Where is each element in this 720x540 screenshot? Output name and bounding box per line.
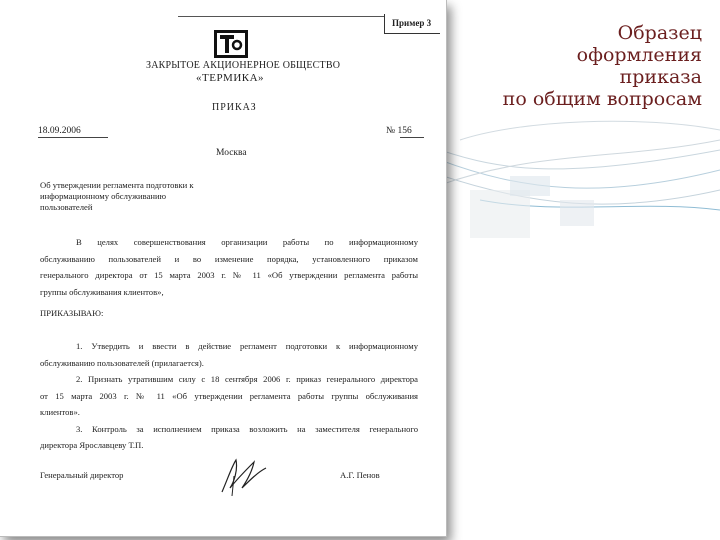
deco-rect	[510, 176, 550, 196]
slide-title	[503, 22, 702, 110]
company-name-line-2: «ТЕРМИКА»	[196, 72, 265, 84]
example-label: Пример 3	[392, 18, 432, 28]
item-1-line: обслуживанию пользователей (прилагается).	[40, 357, 204, 368]
signer-position: Генеральный директор	[40, 470, 124, 480]
company-logo	[214, 30, 248, 58]
deco-rect	[560, 200, 594, 226]
preamble-line: группы обслуживания клиентов»,	[40, 286, 164, 297]
deco-curve	[440, 150, 720, 169]
deco-curve	[440, 160, 720, 188]
slide-title-line: оформления	[576, 44, 702, 66]
document-number: № 156	[386, 126, 412, 136]
slide-title-line: Образец	[617, 22, 702, 44]
slide-title-line: приказа	[619, 66, 702, 88]
slide-title-line: по общим вопросам	[502, 88, 702, 110]
item-2-line: клиентов».	[40, 407, 80, 417]
preamble-paragraph	[40, 234, 418, 300]
item-1-line: 1. Утвердить и ввести в действие регламент подготовки к информационному	[76, 341, 418, 351]
signer-name: А.Г. Пенов	[340, 470, 380, 480]
subject-line: Об утверждении регламента подготовки к	[40, 180, 194, 190]
number-underline	[400, 137, 424, 138]
signature	[214, 452, 274, 498]
preamble-line: генерального директора от 15 марта 2003 г. № 11 «Об утверждении регламента работы	[40, 270, 418, 280]
company-name-line-1: ЗАКРЫТОЕ АКЦИОНЕРНОЕ ОБЩЕСТВО	[146, 60, 341, 71]
company-logo-icon	[217, 33, 245, 55]
document-type: ПРИКАЗ	[212, 102, 257, 113]
deco-curve	[460, 121, 720, 140]
subject-line: пользователей	[40, 202, 93, 212]
item-2-line: 2. Признать утратившим силу с 18 сентября 2006 г. приказ генерального директора	[76, 374, 418, 384]
order-items	[40, 338, 418, 454]
document-date: 18.09.2006	[38, 126, 81, 136]
preamble-line: обслуживанию пользователей и во изменение порядка, установленного приказом	[40, 253, 418, 264]
preamble-line: В целях совершенствования организации работы по информационному	[76, 237, 418, 247]
date-underline	[38, 137, 108, 138]
deco-curve	[440, 140, 720, 185]
subject-block	[40, 180, 230, 213]
deco-rect	[470, 190, 530, 238]
document-city: Москва	[216, 148, 247, 158]
subject-line: информационному обслуживанию	[40, 191, 167, 201]
item-3-line: 3. Контроль за исполнением приказа возложить на заместителя генерального	[76, 423, 418, 434]
header-rule	[178, 16, 384, 17]
item-3-line: директора Ярославцеву Т.П.	[40, 440, 144, 450]
order-word: ПРИКАЗЫВАЮ:	[40, 308, 104, 318]
item-2-line: от 15 марта 2003 г. № 11 «Об утверждении регламента работы группы обслуживания	[40, 390, 418, 401]
